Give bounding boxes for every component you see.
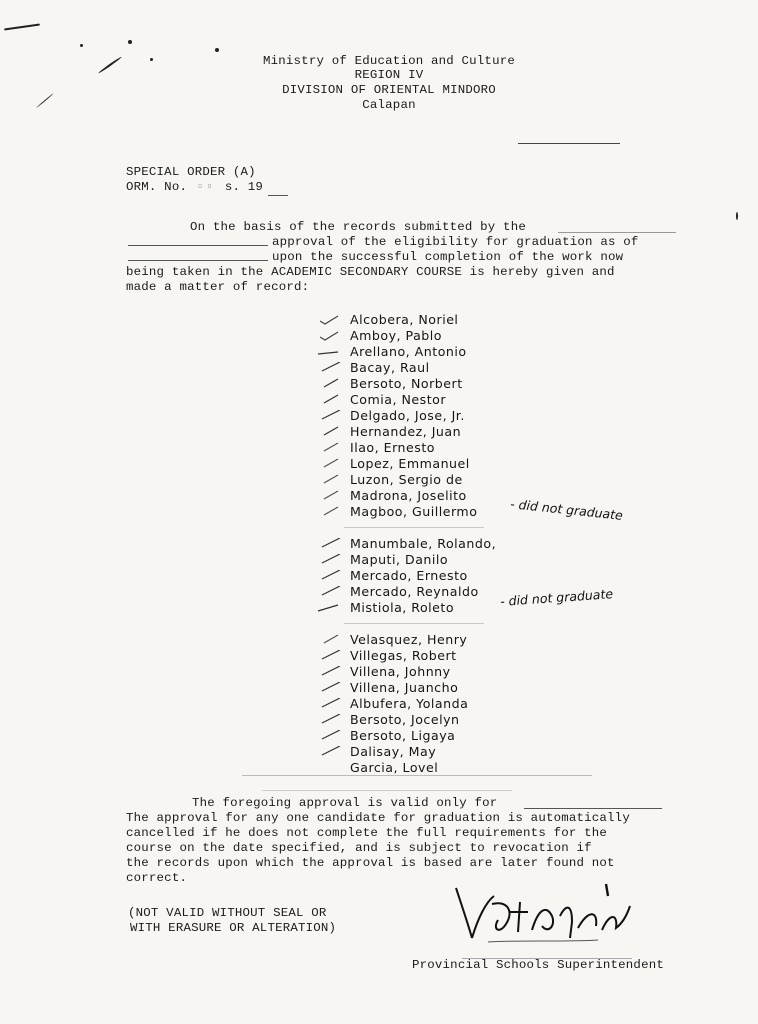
body-line-1: On the basis of the records submitted by the xyxy=(190,220,526,234)
list-item: Bacay, Raul xyxy=(350,360,430,375)
signature xyxy=(448,882,688,954)
check-icon xyxy=(316,346,342,358)
redacted-validity-date xyxy=(524,808,662,809)
list-item: Comia, Nestor xyxy=(350,392,447,407)
city-heading: Calapan xyxy=(362,98,416,112)
check-icon xyxy=(316,362,342,374)
check-icon xyxy=(316,634,342,646)
handwritten-note: - did not graduate xyxy=(499,586,614,609)
check-icon xyxy=(316,666,342,678)
closing-line-1: The foregoing approval is valid only for xyxy=(192,796,498,810)
list-item: Hernandez, Juan xyxy=(350,424,462,439)
check-icon xyxy=(316,474,342,486)
check-icon xyxy=(316,314,342,326)
faded-entry xyxy=(344,527,484,528)
list-item: Amboy, Pablo xyxy=(350,328,442,343)
scan-mark xyxy=(80,44,83,47)
list-item: Villegas, Robert xyxy=(350,648,457,663)
list-item: Mistiola, Roleto xyxy=(350,600,455,615)
check-icon xyxy=(316,330,342,342)
scan-mark xyxy=(736,212,738,220)
list-item: Albufera, Yolanda xyxy=(350,696,469,711)
check-icon xyxy=(316,394,342,406)
list-item: Villena, Juancho xyxy=(350,680,459,695)
division-heading: DIVISION OF ORIENTAL MINDORO xyxy=(282,83,496,97)
blank-line xyxy=(128,245,268,246)
region-heading: REGION IV xyxy=(354,68,424,82)
list-item: Magboo, Guillermo xyxy=(350,504,478,519)
series-underline xyxy=(268,195,288,196)
scan-mark xyxy=(128,40,132,44)
list-item: Madrona, Joselito xyxy=(350,488,467,503)
check-icon xyxy=(316,442,342,454)
body-line-2: approval of the eligibility for graduation as of xyxy=(272,235,639,249)
list-item: Velasquez, Henry xyxy=(350,632,468,647)
signatory-title: Provincial Schools Superintendent xyxy=(412,958,664,972)
check-icon xyxy=(316,506,342,518)
redacted-number: ▫▫ xyxy=(187,180,225,194)
redacted-date xyxy=(518,143,620,144)
list-item: Manumbale, Rolando, xyxy=(350,536,497,551)
list-item: Lopez, Emmanuel xyxy=(350,456,470,471)
list-item: Luzon, Sergio de xyxy=(350,472,463,487)
not-valid-notice-line2: WITH ERASURE OR ALTERATION) xyxy=(130,921,337,935)
order-series: s. 19 xyxy=(224,180,264,194)
check-icon xyxy=(316,746,342,758)
closing-line-5: the records upon which the approval is based are later found not xyxy=(126,856,615,870)
body-line-4: being taken in the ACADEMIC SECONDARY COURSE is hereby given and xyxy=(126,265,615,279)
closing-line-3: cancelled if he does not complete the full requirements for the xyxy=(126,826,608,840)
faded-separator xyxy=(262,790,512,791)
redacted-school xyxy=(558,232,676,233)
special-order-number xyxy=(126,180,263,194)
list-item: Bersoto, Norbert xyxy=(350,376,463,391)
check-icon xyxy=(316,586,342,598)
list-item: Delgado, Jose, Jr. xyxy=(350,408,465,423)
list-item: Bersoto, Ligaya xyxy=(350,728,456,743)
faded-entry xyxy=(344,623,484,624)
check-icon xyxy=(316,602,342,614)
list-item: Mercado, Ernesto xyxy=(350,568,468,583)
not-valid-notice-line1: (NOT VALID WITHOUT SEAL OR xyxy=(128,906,327,920)
faded-separator xyxy=(242,775,592,776)
list-item: Mercado, Reynaldo xyxy=(350,584,479,599)
check-icon xyxy=(316,570,342,582)
check-icon xyxy=(316,698,342,710)
list-item: Garcia, Lovel xyxy=(350,760,439,775)
list-item: Dalisay, May xyxy=(350,744,437,759)
list-item: Alcobera, Noriel xyxy=(350,312,459,327)
handwritten-note: - did not graduate xyxy=(509,496,624,523)
body-line-3: upon the successful completion of the work now xyxy=(272,250,624,264)
ministry-heading: Ministry of Education and Culture xyxy=(263,54,515,68)
closing-line-4: course on the date specified, and is subject to revocation if xyxy=(126,841,592,855)
redacted-date-line xyxy=(128,260,268,261)
list-item: Ilao, Ernesto xyxy=(350,440,435,455)
check-icon xyxy=(316,458,342,470)
check-icon xyxy=(316,554,342,566)
scan-mark xyxy=(4,24,40,31)
check-icon xyxy=(316,650,342,662)
closing-line-6: correct. xyxy=(126,871,188,885)
check-icon xyxy=(316,538,342,550)
check-icon xyxy=(316,410,342,422)
list-item: Arellano, Antonio xyxy=(350,344,467,359)
check-icon xyxy=(316,714,342,726)
check-icon xyxy=(316,682,342,694)
closing-line-2: The approval for any one candidate for graduation is automatically xyxy=(126,811,630,825)
list-item: Maputi, Danilo xyxy=(350,552,449,567)
check-icon xyxy=(316,426,342,438)
order-number-prefix: ORM. No. xyxy=(126,180,188,194)
body-line-5: made a matter of record: xyxy=(126,280,310,294)
list-item: Villena, Johnny xyxy=(350,664,451,679)
scan-mark xyxy=(215,48,219,52)
special-order-title: SPECIAL ORDER (A) xyxy=(126,165,256,179)
check-icon xyxy=(316,730,342,742)
list-item: Bersoto, Jocelyn xyxy=(350,712,460,727)
check-icon xyxy=(316,490,342,502)
check-icon xyxy=(316,378,342,390)
